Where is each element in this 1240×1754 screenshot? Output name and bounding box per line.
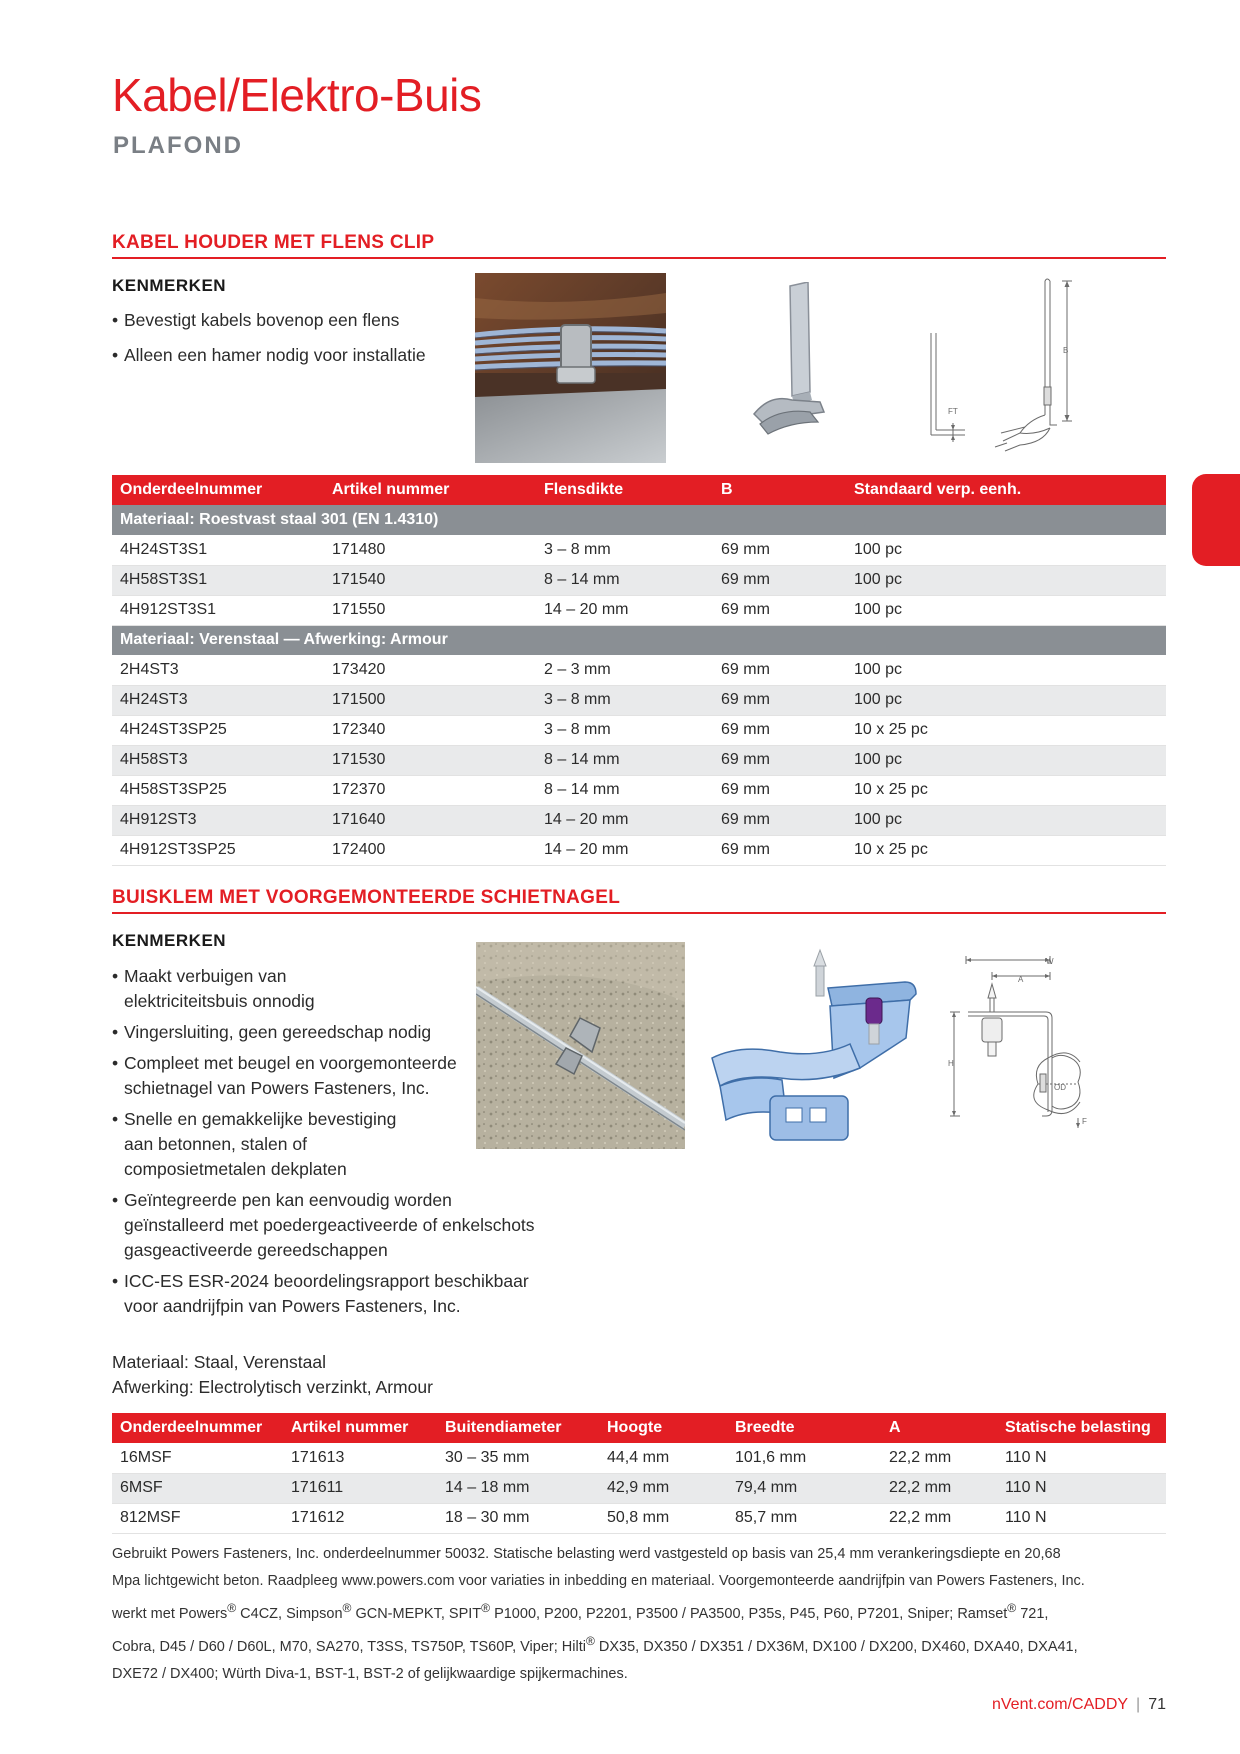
section-title-flange-clip: KABEL HOUDER MET FLENS CLIP bbox=[112, 232, 435, 253]
features-heading: KENMERKEN bbox=[112, 276, 227, 295]
feature-item: • Maakt verbuigen van elektriciteitsbuis onnodig bbox=[112, 964, 535, 1014]
feature-list bbox=[112, 308, 426, 368]
column-header: Breedte bbox=[727, 1413, 881, 1443]
section-divider bbox=[112, 257, 1166, 259]
column-header: Onderdeelnummer bbox=[112, 1413, 283, 1443]
column-header: A bbox=[881, 1413, 997, 1443]
installation-photo bbox=[475, 273, 666, 463]
table-row: 16MSF 171613 30 – 35 mm 44,4 mm 101,6 mm 22,2 mm 110 N bbox=[112, 1443, 1166, 1473]
feature-list bbox=[112, 964, 535, 1319]
table-row: 4H58ST3SP25 172370 8 – 14 mm 69 mm 10 x 25 pc bbox=[112, 775, 1166, 805]
footnote: Gebruikt Powers Fasteners, Inc. onderdeelnummer 50032. Statische belasting werd vastgesteld op basis van 25,4 mm verankeringsdiepte en 20,68 Mpa lichtgewicht beton. Raadpleeg www.powers.com voor variaties in inbedding en materiaal. Voorgemonteerde aandrijfpin van Powers Fasteners, Inc. werkt met Powers® C4CZ, Simpson® GCN-MEPKT, SPIT® P1000, P200, P2201, P3500 / PA3500, P35s, P45, P60, P7201, Sniper; Ramset® 721, Cobra, D45 / D60 / D60L, M70, SA270, T3SS, TS750P, TS60P, Viper; Hilti® DX35, DX350 / DX351 / DX36M, DX100 / DX200, DX460, DXA40, DXA41, DXE72 / DX400; Würth Diva-1, BST-1, BST-2 of gelijkwaardige spijkermachines. bbox=[112, 1546, 1085, 1682]
column-header: Buitendiameter bbox=[437, 1413, 599, 1443]
finish-text: Afwerking: Electrolytisch verzinkt, Armour bbox=[112, 1377, 433, 1397]
table-row: 4H912ST3S1 171550 14 – 20 mm 69 mm 100 pc bbox=[112, 595, 1166, 625]
feature-item: • Vingersluiting, geen gereedschap nodig bbox=[112, 1020, 535, 1045]
dimension-label-h: H bbox=[948, 1059, 954, 1068]
page-footer: nVent.com/CADDY | 71 bbox=[991, 1696, 1166, 1713]
installation-photo bbox=[476, 942, 685, 1149]
clamp-product-image bbox=[710, 948, 925, 1143]
dimension-label-ft: FT bbox=[948, 407, 958, 416]
material-group-row: Materiaal: Roestvast staal 301 (EN 1.4310) bbox=[112, 505, 1166, 535]
table-row: 812MSF 171612 18 – 30 mm 50,8 mm 85,7 mm 22,2 mm 110 N bbox=[112, 1503, 1166, 1533]
material-text: Materiaal: Staal, Verenstaal bbox=[112, 1352, 327, 1372]
features-heading: KENMERKEN bbox=[112, 931, 227, 950]
dimension-label-b: B bbox=[1063, 346, 1069, 355]
feature-item: • Alleen een hamer nodig voor installatie bbox=[112, 343, 426, 368]
table-row: 6MSF 171611 14 – 18 mm 42,9 mm 79,4 mm 22,2 mm 110 N bbox=[112, 1473, 1166, 1503]
table-row: 4H58ST3S1 171540 8 – 14 mm 69 mm 100 pc bbox=[112, 565, 1166, 595]
column-header: Hoogte bbox=[599, 1413, 727, 1443]
table-row: 4H912ST3SP25 172400 14 – 20 mm 69 mm 10 x 25 pc bbox=[112, 835, 1166, 865]
dimension-label-w: W bbox=[1046, 957, 1054, 966]
page-number: 71 bbox=[1148, 1696, 1166, 1713]
clamp-dimension-drawing bbox=[938, 950, 1098, 1130]
table-row: 4H58ST3 171530 8 – 14 mm 69 mm 100 pc bbox=[112, 745, 1166, 775]
table-row: 2H4ST3 173420 2 – 3 mm 69 mm 100 pc bbox=[112, 655, 1166, 685]
table-row: 4H24ST3 171500 3 – 8 mm 69 mm 100 pc bbox=[112, 685, 1166, 715]
feature-item: • Snelle en gemakkelijke bevestiging aan betonnen, stalen of composietmetalen dekplaten bbox=[112, 1107, 535, 1182]
feature-item: • Geïntegreerde pen kan eenvoudig worden geïnstalleerd met poedergeactiveerde of enkelschots gasgeactiveerde gereedschappen bbox=[112, 1188, 535, 1263]
section-divider bbox=[112, 912, 1166, 914]
feature-item: • Bevestigt kabels bovenop een flens bbox=[112, 308, 426, 333]
column-header: Onderdeelnummer bbox=[112, 475, 324, 505]
column-header: Standaard verp. eenh. bbox=[846, 475, 1166, 505]
dimension-label-od: OD bbox=[1054, 1083, 1066, 1092]
dimension-label-a: A bbox=[1018, 975, 1024, 984]
dimension-label-f: F bbox=[1082, 1117, 1087, 1126]
page-subtitle: PLAFOND bbox=[113, 132, 243, 159]
feature-item: • Compleet met beugel en voorgemonteerde schietnagel van Powers Fasteners, Inc. bbox=[112, 1051, 535, 1101]
column-header: Artikel nummer bbox=[324, 475, 536, 505]
conduit-clamp-table bbox=[112, 1413, 1166, 1534]
flange-clip-table bbox=[112, 475, 1166, 866]
material-info bbox=[112, 1350, 433, 1400]
material-group-row: Materiaal: Verenstaal — Afwerking: Armour bbox=[112, 625, 1166, 655]
section-title-conduit-clamp: BUISKLEM MET VOORGEMONTEERDE SCHIETNAGEL bbox=[112, 887, 621, 908]
table-row: 4H912ST3 171640 14 – 20 mm 69 mm 100 pc bbox=[112, 805, 1166, 835]
page-title: Kabel/Elektro-Buis bbox=[112, 69, 482, 121]
clip-dimension-drawing bbox=[925, 275, 1085, 460]
column-header: Flensdikte bbox=[536, 475, 713, 505]
section-tab bbox=[1192, 474, 1240, 566]
column-header: B bbox=[713, 475, 846, 505]
table-row: 4H24ST3SP25 172340 3 – 8 mm 69 mm 10 x 25 pc bbox=[112, 715, 1166, 745]
table-header-row bbox=[112, 475, 1166, 505]
column-header: Statische belasting bbox=[997, 1413, 1166, 1443]
table-row: 4H24ST3S1 171480 3 – 8 mm 69 mm 100 pc bbox=[112, 535, 1166, 565]
table-header-row bbox=[112, 1413, 1166, 1443]
feature-item: • ICC-ES ESR-2024 beoordelingsrapport beschikbaar voor aandrijfpin van Powers Fasteners, Inc. bbox=[112, 1269, 535, 1319]
footer-site-link[interactable]: nVent.com/CADDY bbox=[991, 1696, 1129, 1713]
clip-product-image bbox=[740, 282, 840, 440]
column-header: Artikel nummer bbox=[283, 1413, 437, 1443]
